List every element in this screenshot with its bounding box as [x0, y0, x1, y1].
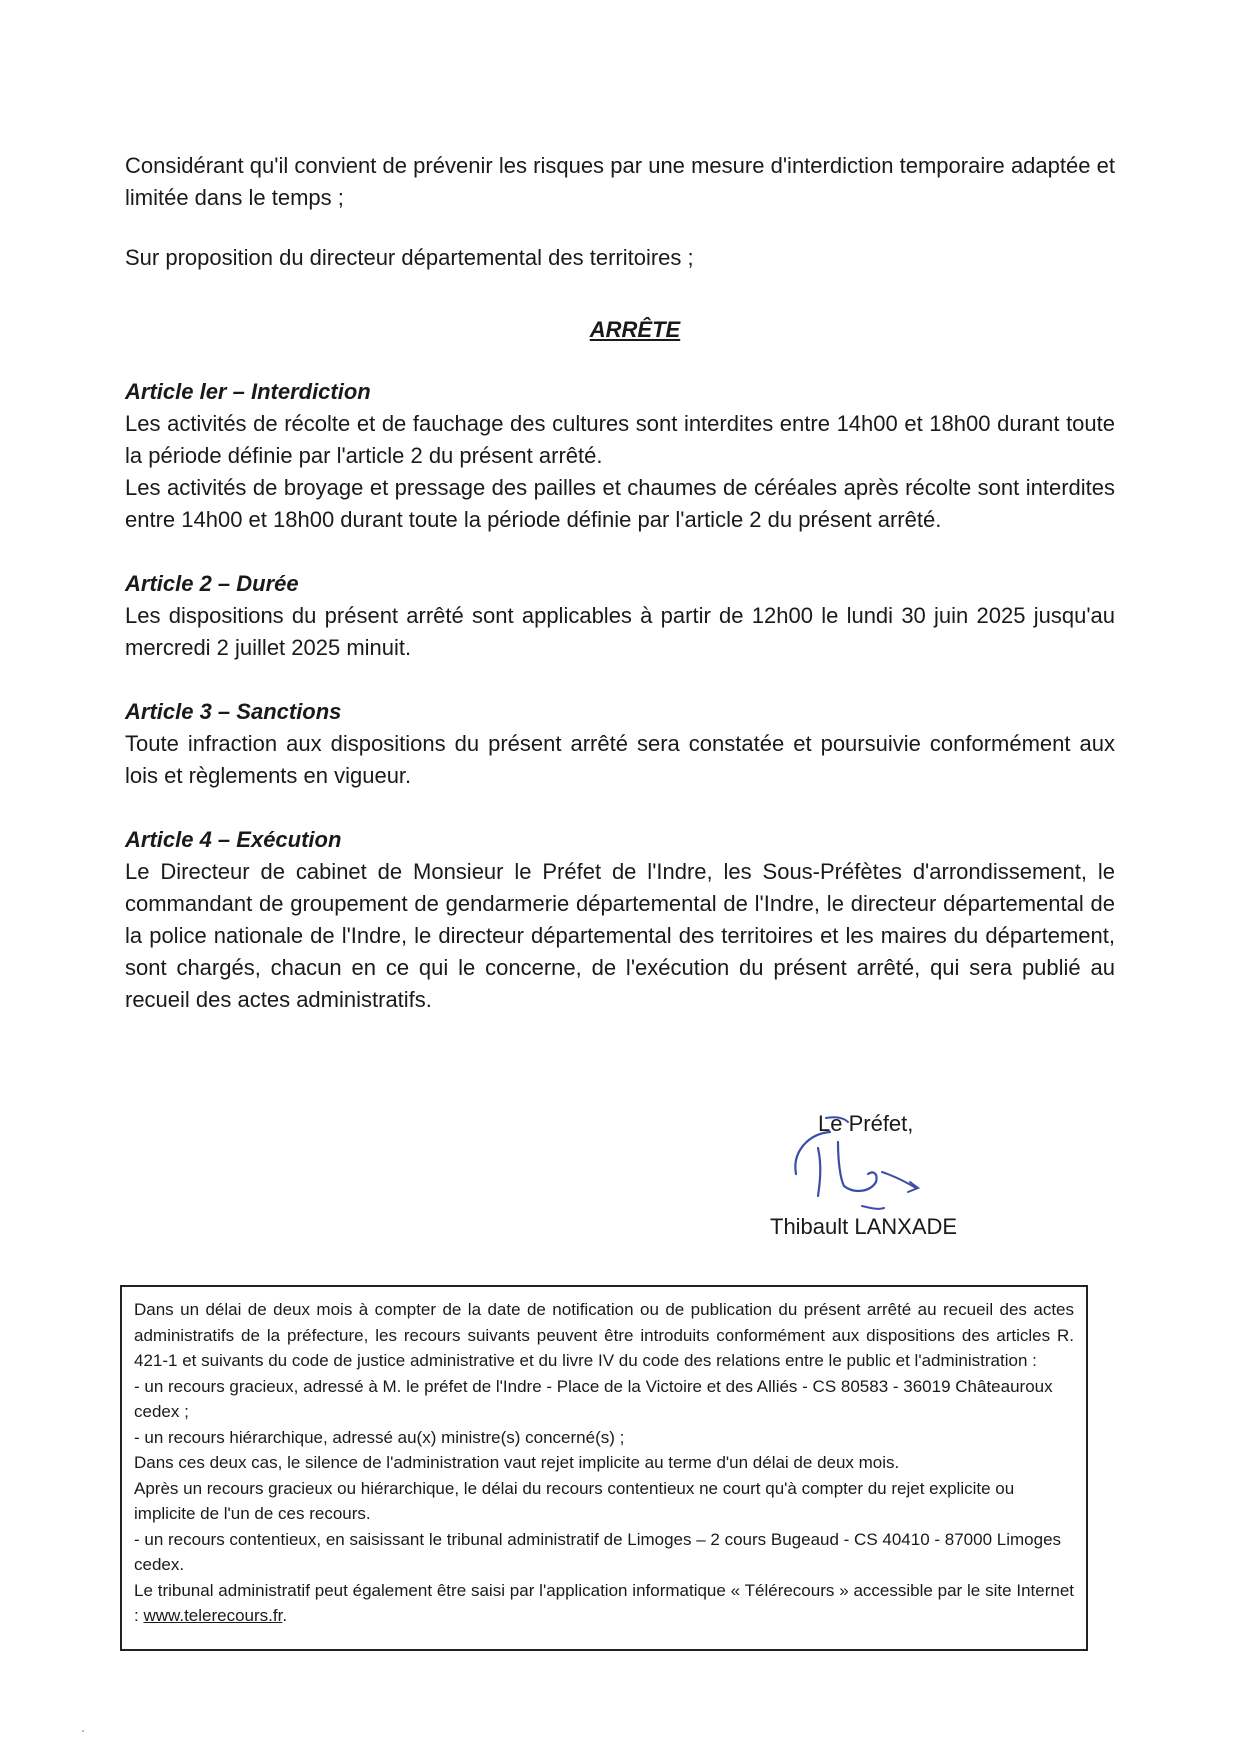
main-body — [125, 150, 1115, 1048]
article-paragraph: Le Directeur de cabinet de Monsieur le Préfet de l'Indre, les Sous-Préfètes d'arrondissement, le commandant de groupement de gendarmerie départemental de l'Indre, le directeur départemental de la police nationale de l'Indre, le directeur départemental des territoires et les maires du département, sont chargés, chacun en ce qui le concerne, de l'exécution du présent arrêté, qui sera publié au recueil des actes administratifs. — [125, 859, 1115, 1012]
article-heading: Article 2 – Durée — [125, 571, 299, 596]
article-heading: Article 3 – Sanctions — [125, 699, 342, 724]
article-3 — [125, 696, 1115, 792]
article-paragraph: Les activités de broyage et pressage des pailles et chaumes de céréales après récolte sont interdites entre 14h00 et 18h00 durant toute la période définie par l'article 2 du présent arrêté. — [125, 475, 1115, 532]
considerant-paragraph: Considérant qu'il convient de prévenir les risques par une mesure d'interdiction temporaire adaptée et limitée dans le temps ; — [125, 153, 1115, 210]
recours-silence: Dans ces deux cas, le silence de l'administration vaut rejet implicite au terme d'un délai de deux mois. — [134, 1453, 900, 1472]
article-4 — [125, 824, 1115, 1016]
article-1 — [125, 376, 1115, 536]
recours-apres: Après un recours gracieux ou hiérarchique, le délai du recours contentieux ne court qu'à compter du rejet explicite ou implicite de l'un de ces recours. — [134, 1478, 1015, 1523]
scan-speck — [82, 1730, 84, 1732]
recours-hierarchique: - un recours hiérarchique, adressé au(x) ministre(s) concerné(s) ; — [134, 1427, 625, 1447]
recours-notice-box — [120, 1285, 1088, 1651]
arrete-title: ARRÊTE — [589, 317, 681, 342]
recours-telerecours — [134, 1578, 1074, 1629]
article-2 — [125, 568, 1115, 664]
signature-block — [770, 1108, 1030, 1248]
telerecours-text: Le tribunal administratif peut également être saisi par l'application informatique « Télérecours » accessible par le site Internet : — [134, 1580, 1074, 1625]
telerecours-link[interactable]: www.telerecours.fr — [143, 1606, 283, 1625]
proposition-paragraph: Sur proposition du directeur départemental des territoires ; — [125, 245, 694, 270]
signature-title: Le Préfet, — [818, 1111, 914, 1136]
recours-contentieux: - un recours contentieux, en saisissant le tribunal administratif de Limoges – 2 cours Bugeaud - CS 40410 - 87000 Limoges cedex. — [134, 1529, 1062, 1574]
telerecours-end: . — [282, 1606, 288, 1625]
article-paragraph: Les dispositions du présent arrêté sont applicables à partir de 12h00 le lundi 30 juin 2025 jusqu'au mercredi 2 juillet 2025 minuit. — [125, 603, 1115, 660]
recours-intro: Dans un délai de deux mois à compter de la date de notification ou de publication du présent arrêté au recueil des actes administratifs de la préfecture, les recours suivants peuvent être introduits conformément aux dispositions des articles R. 421-1 et suivants du code de justice administrative et du livre IV du code des relations entre le public et l'administration : — [134, 1300, 1074, 1370]
article-heading: Article ler – Interdiction — [125, 379, 371, 404]
article-paragraph: Les activités de récolte et de fauchage des cultures sont interdites entre 14h00 et 18h00 durant toute la période définie par l'article 2 du présent arrêté. — [125, 411, 1115, 468]
article-heading: Article 4 – Exécution — [125, 827, 342, 852]
article-paragraph: Toute infraction aux dispositions du présent arrêté sera constatée et poursuivie conformément aux lois et règlements en vigueur. — [125, 731, 1115, 788]
signatory-name: Thibault LANXADE — [770, 1214, 958, 1239]
recours-gracieux: - un recours gracieux, adressé à M. le préfet de l'Indre - Place de la Victoire et des Alliés - CS 80583 - 36019 Châteauroux cedex ; — [134, 1376, 1053, 1421]
